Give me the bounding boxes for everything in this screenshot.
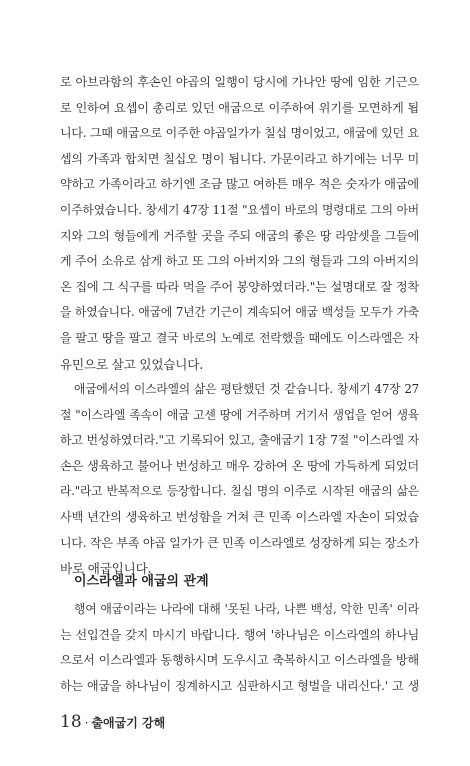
text-line: 로 인하여 요셉이 총리로 있던 애굽으로 이주하여 위기를 모면하게 됩 <box>60 100 419 115</box>
text-line: 절 "이스라엘 족속이 애굽 고센 땅에 거주하며 거기서 생업을 얻어 생육 <box>60 407 419 422</box>
text-line: 온 집에 그 식구를 따라 먹을 주어 봉양하였더라."는 설명대로 잘 정착 <box>60 279 419 294</box>
text-line: 이주하였습니다. 창세기 47장 11절 "요셉이 바로의 명령대로 그의 아버 <box>60 202 419 217</box>
text-line: 을 팔고 땅을 팔고 결국 바로의 노예로 전락했을 때에도 이스라엘은 자 <box>60 330 419 345</box>
text-line: 게 주어 소유로 삼게 하고 또 그의 아버지와 그의 형들과 그의 아버지의 <box>60 254 419 269</box>
page-number: 18 <box>60 712 82 732</box>
paragraph-1 <box>60 70 419 377</box>
text-line: 바로 애굽입니다. <box>60 561 152 577</box>
text-line: 는 선입견을 갖지 마시기 바랍니다. 행여 '하나님은 이스라엘의 하나님 <box>60 627 419 642</box>
paragraph-3 <box>60 597 419 699</box>
text-line: 행여 애굽이라는 나라에 대해 '못된 나라, 나쁜 백성, 악한 민족' 이라 <box>74 602 419 616</box>
section-heading: 이스라엘과 애굽의 관계 <box>74 574 209 589</box>
text-line: 손은 생육하고 불어나 번성하고 매우 강하여 온 땅에 가득하게 되었더 <box>60 458 419 473</box>
text-line: 지와 그의 형들에게 거주할 곳을 주되 애굽의 좋은 땅 라암셋을 그들에 <box>60 228 419 243</box>
text-line: 니다. 그때 애굽으로 이주한 야곱일가가 칠십 명이었고, 애굽에 있던 요 <box>60 126 419 141</box>
book-title: 출애굽기 강해 <box>91 716 166 730</box>
paragraph-2 <box>60 377 419 582</box>
text-line: 으로서 이스라엘과 동행하시며 도우시고 축복하시고 이스라엘을 방해 <box>60 653 419 668</box>
text-line: 유민으로 살고 있었습니다. <box>60 356 204 372</box>
page-footer <box>60 712 165 732</box>
text-line: 셉의 가족과 합치면 칠십오 명이 됩니다. 가문이라고 하기에는 너무 미 <box>60 151 419 166</box>
text-line: 로 아브라함의 후손인 야곱의 일행이 당시에 가나안 땅에 임한 기근으 <box>60 75 419 89</box>
text-line: 하는 애굽을 하나님이 징계하시고 심판하시고 형벌을 내리신다.' 고 생 <box>60 678 419 693</box>
text-line: 약하고 가족이라고 하기엔 조금 많고 여하튼 매우 적은 숫자가 애굽에 <box>60 177 419 192</box>
text-line: 하고 번성하였더라."고 기록되어 있고, 출애굽기 1장 7절 "이스라엘 자 <box>60 433 419 448</box>
footer-separator: · <box>84 716 89 730</box>
text-line: 사백 년간의 생육하고 번성함을 거쳐 큰 민족 이스라엘 자손이 되었습 <box>60 509 419 524</box>
text-line: 애굽에서의 이스라엘의 삶은 평탄했던 것 같습니다. 창세기 47장 27 <box>74 382 419 396</box>
text-line: 라."라고 반복적으로 등장합니다. 칠십 명의 이주로 시작된 애굽의 삶은 <box>60 484 419 499</box>
text-line: 니다. 작은 부족 야곱 일가가 큰 민족 이스라엘로 성장하게 되는 장소가 <box>60 535 419 550</box>
text-line: 을 하였습니다. 애굽에 7년간 기근이 계속되어 애굽 백성들 모두가 가축 <box>60 305 419 320</box>
